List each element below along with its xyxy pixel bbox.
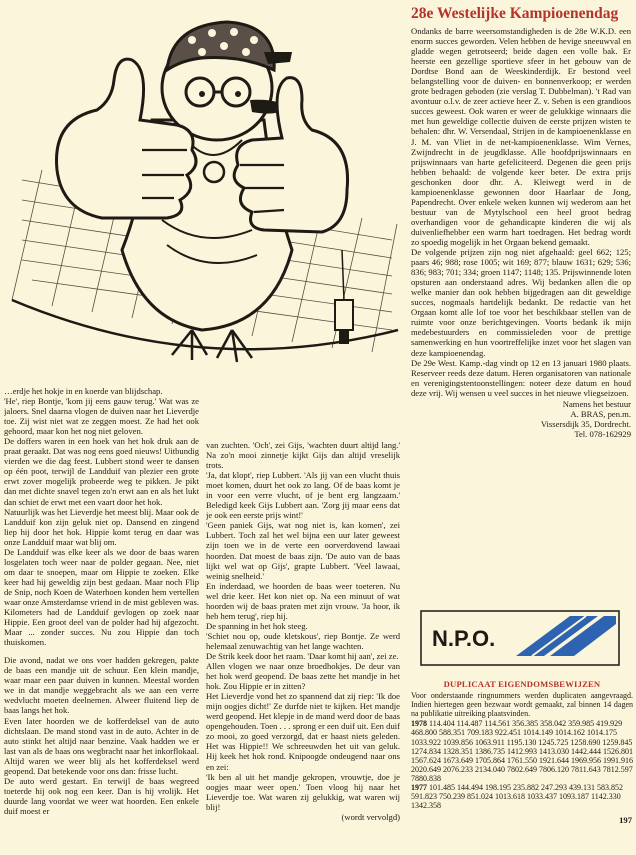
story-column-middle [206,440,400,852]
story-paragraph: 'Geen paniek Gijs, wat nog niet is, kan komen', zei Lubbert. Toch zal het wel bijna een uur later geweest zijn toen we in de verte een oorverdovend lawaai hoorden. Dat moest de baas zijn. 'De auto van de baas lijkt wel wat op Gijs', grapte Lubbert. 'Veel lawaai, weinig snelheid.' [206,520,400,581]
story-signoff: (wordt vervolgd) [341,811,400,822]
story-paragraph: 'Schiet nou op, oude kletskous', riep Bontje. Ze werd helemaal zenuwachtig van het lange wachten. [206,630,400,651]
story-paragraph: Natuurlijk was het Lieverdje het meest blij. Maar ook de Landduif kon zijn geluk niet op. Dansend en zingend liep hij door het hok. Hippie komt terug en daar was onze Landduif maar wat blij om. [4,506,199,547]
npo-logo-text: N.P.O. [432,626,496,651]
ring-numbers: 114.404 114.487 114.561 356.385 358.042 359.985 419.929 468.800 588.351 709.183 922.451 1014.149 1014.162 1014.175 1033.922 1039.856 1063.911 1195.130 1245.725 1258.690 1259.845 1274.834 1328.351 1386.735 1412.993 1413.030 1442.444 1526.801 1567.624 1673.649 1705.864 1761.550 1921.644 1969.956 1991.916 2020.649 2076.233 2134.040 7802.649 7806.120 7811.643 7812.597 7880.838 [411,719,633,783]
story-paragraph: …erdje het hokje in en koerde van blijdschap. [4,386,163,396]
story-paragraph: 'He', riep Bontje, 'kom jij eens gauw terug.' Wat was ze jaloers. Snel daarna vlogen de duiven naar het Lieverdje toe. Zij wist niet wat ze zeggen moest. Ze had het ook gehoord, maar kon het nog niet geloven. [4,396,199,437]
duplicates-intro: Voor onderstaande ringnummers werden duplicaten aangevraagd. Indien hiertegen geen bezwaar wordt gemaakt, zal binnen 14 dagen na publikatie uitreiking plaatsvinden. [411,691,633,719]
article-signature [411,399,631,439]
article-paragraph: Ondanks de barre weersomstandigheden is de 28e W.K.D. een enorm succes geworden. Velen hebben de hevige sneeuwval en gladde wegen getrotseerd; beide dagen een volle bak. Er heerste een gezellige sportieve sfeer in het gebouw van de Dordtse Bond aan de Weeskinderdijk. Er bestond veel belangstelling voor de duiven- en bonnenverkoop; er werden grote bedragen geboden (zie verslag T. Dubbelman). 't Rad van avontuur o.l.v. de zeer actieve heer Z. v. Seben is een grandioos succes geweest. Ook waren er weer de gelukkige winnaars die met hun geweldige collectie duiven de eerste prijzen wisten te behalen: dhr. W. Versendaal, Strijen in de kampioenenklasse en J. M. van Vliet in de net-kampioenenklasse. Wim Vernes, Zwijndrecht in de jeugdklasse. Alle hoofdprijswinnaars en prijswinnaars van harte gefeliciteerd. Degenen die geen prijs hebben behaald: de volgende keer beter. De extra prijs geschonken door dhr. A. Kleiwegt werd in de kampioenenklasse gewonnen door Haarlaar de Jong, Papendrecht. Over enkele weken kunnen wij wederom aan het bestuur van de Mytylschool een heel groot bedrag overhandigen voor de gehandicapte kinderen die wij als duivenliefhebber een warm hart toedragen. Het bedrag wordt zo spoedig mogelijk in het Orgaan bekend gemaakt. [411,26,631,247]
article-paragraph: De 29e West. Kamp.-dag vindt op 12 en 13 januari 1980 plaats. Reserveer reeds deze datum. Heren organisatoren van nationale en verenigingstentoonstellingen: noteer deze datum en houd deze vrij. Wij wensen u veel succes in het nieuwe vliegseizoen. [411,357,631,398]
signature-line: A. BRAS, pen.m. [570,408,631,419]
signature-line: Vissersdijk 35, Dordrecht. [540,418,631,429]
story-column-left [4,386,199,852]
ring-numbers: 101.485 144.494 198.195 235.882 247.293 439.131 583.852 591.823 750.239 851.024 1013.618 1033.437 1093.187 1142.330 1342.358 [411,783,623,811]
signature-line: Namens het bestuur [562,398,631,409]
duplicate-ownership-section [411,680,633,810]
npo-logo [420,610,620,666]
story-paragraph: De spanning in het hok steeg. [206,620,308,631]
pigeon-thumbs-up-cartoon [2,0,400,398]
duplicates-title: DUPLICAAT EIGENDOMSBEWIJZEN [443,679,601,689]
story-paragraph: De auto werd gestart. En terwijl de baas wegreed toeterde hij ook nog een keer. Dan is hij vrolijk. Het duurde lang voordat we weer wat hoorden. Een enkele duif moest er [4,775,199,816]
article-headline: 28e Westelijke Kampioenendag [411,5,619,22]
story-paragraph: Het Lieverdje vond het zo spannend dat zij riep: 'Ik doe mijn oogjes dicht!' Ze durfde niet te kijken. Het mandje werd geopend. Het klepje in de mand werd door de baas opengehouden. Toen . . . sprong er een duif uit. Een duif zo mooi, zo goed verzorgd, dat er haast niets geleden. Het was Hippie!! We schreeuwden het uit van geluk. Hij keek het hok rond. Knipoogde ondeugend naar ons en zei: [206,691,400,772]
article-column [411,6,631,439]
ring-list-1978 [411,719,633,783]
story-paragraph: van zuchten. 'Och', zei Gijs, 'wachten duurt altijd lang.' Na zo'n mooi zinnetje kijkt Gijs dan altijd vreselijk trots. [206,440,400,471]
story-paragraph: De doffers waren in een hoek van het hok druk aan de praat geraakt. Dat was nog eens goed nieuws! Uitbundig vierden we die dag feest. Lubbert stond weer te dansen op één poot, terwijl de Landduif van plezier een grote erwt zover mogelijk probeerde weg te pikken. Je pikt dan met dichte snavel tegen zo'n erwt aan en als het lukt dan schiet de erwt met een vaart door het hok. [4,436,199,507]
ring-year: 1978 [411,719,427,729]
story-paragraph: 'Ik ben al uit het mandje gekropen, vrouwtje, doe je oogjes maar weer open.' Toen vloog hij naar het Lieverdje toe. Wat waren zij gelukkig, wat waren wij blij! [206,771,400,812]
page-number: 197 [619,815,632,825]
story-paragraph: En inderdaad, we hoorden de baas weer toeteren. Nu wel drie keer. Het kon niet op. Na een minuut of wat hoorden wij de baas praten met zijn vrouw. 'Ja hoor, ik heb hem terug', riep hij. [206,580,400,621]
article-paragraph: De volgende prijzen zijn nog niet afgehaald: geel 662; 125; paars 46; 988; rose 1005; wit 169; 877; blauw 1631; 629; 536; 836; 983; 701; 334; groen 1147; 1148; 135. Prijswinnende loten opsturen aan onderstaand adres. Wij bedanken allen die op welke manier dan ook hebben bijgedragen aan dit geweldige succes, nogmaals hartdelijk bedankt. De redactie van het Orgaan komt alle lof toe voor het beschikbaar stellen van de ruimte voor onze berichtgevingen. Voorts bedank ik mijn medebestuurders en commissieleden voor de prettige samenwerking en hun voortreffelijke inzet voor het slagen van deze kampioenendag. [411,247,631,358]
signature-line: Tel. 078-162929 [574,428,631,439]
story-paragraph: De Strik keek door het raam. 'Daar komt hij aan', zei ze. [206,650,399,661]
ring-year: 1977 [411,783,427,793]
story-paragraph: Even later hoorden we de kofferdeksel van de auto dichtslaan. De mand stond vast in de auto. Achter in de auto stinkt het altijd naar benzine. Vaak hadden we er last van als de baas ons wegbracht naar het inkorflokaal. Altijd waren we weer blij als het kofferdeksel werd geopend. Dat betekende voor ons dan: frisse lucht. [4,715,199,776]
ring-list-1977 [411,783,633,810]
story-paragraph: Allen vlogen we naar onze broedhokjes. De deur van het hok werd geopend. De baas zette het mandje in het hok. Zou Hippie er in zitten? [206,661,400,692]
story-paragraph: De Landduif was elke keer als we door de baas waren losgelaten toch weer naar de polder gegaan. Nee, niet om daar te snoepen, maar om Hippie te zoeken. Elke keer had hij geweldig zijn best gedaan. Maar noch Flip de Snip, noch Koen de Waterhoen konden hem vertellen waar onze Amsterdamse vriend in de mist gebleven was. Kilometers had de Landduif gevlogen op zoek naar Hippie. Een groot deel van de polder had hij afgezocht. Maar ... zonder succes. Nu zou Hippie dan toch thuiskomen. [4,546,199,648]
story-paragraph: Die avond, nadat we ons voer hadden gekregen, pakte de baas een mandje uit de schuur. Een klein mandje, waar maar een paar duiven in kunnen. Meestal worden we in dat mandje weggebracht als we aan een verre wedvlucht moeten deelnemen. Alweer fluitend liep de baas langs het hok. [4,655,199,716]
story-paragraph: 'Ja, dat klopt', riep Lubbert. 'Als jij van een vlucht thuis moet komen, duurt het ook zo lang. Of de baas komt je in voor een verre vlucht, of je bent erg langzaam.' Beledigd keek Gijs Lubbert aan. 'Zorg jij maar eens dat je ook een eerste prijs wint!' [206,470,400,521]
